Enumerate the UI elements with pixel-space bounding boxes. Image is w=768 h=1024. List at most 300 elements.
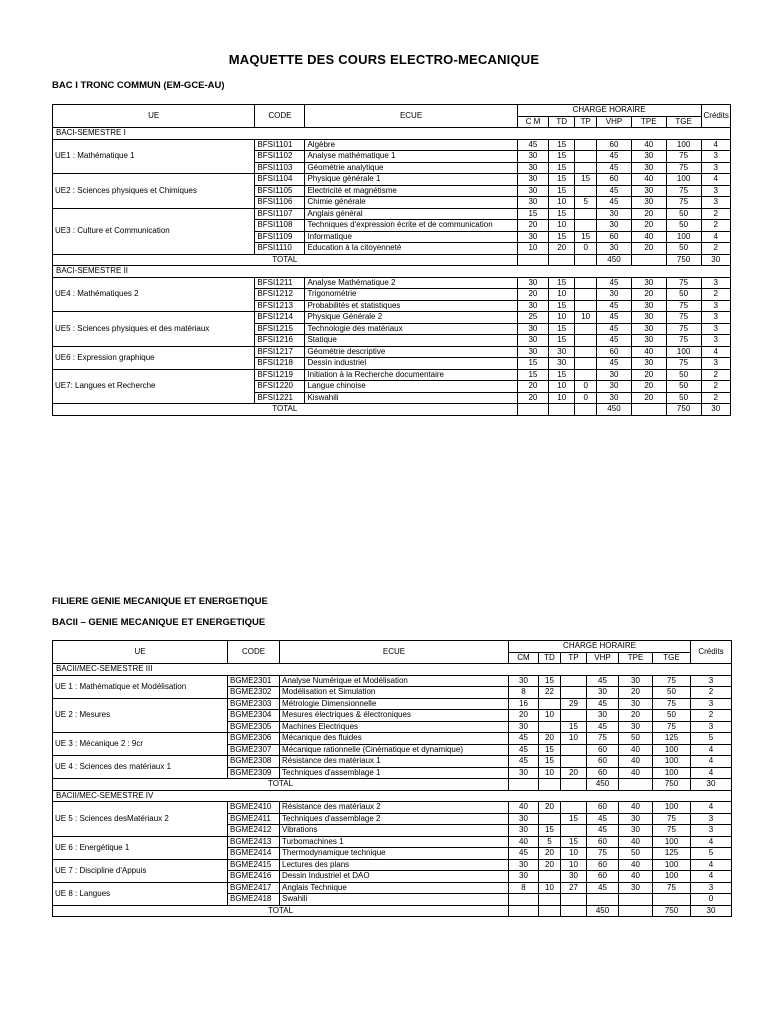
cell-cm: 30 — [509, 871, 539, 883]
cell-td: 10 — [549, 289, 575, 301]
cell-cm: 40 — [509, 802, 539, 814]
cell-tpe: 30 — [631, 185, 666, 197]
cell-cm: 15 — [517, 208, 549, 220]
cell-tp — [561, 710, 587, 722]
cell-cm: 20 — [509, 710, 539, 722]
cell-td: 5 — [539, 836, 561, 848]
ue-name: UE 7 : Discipline d'Appuis — [53, 859, 228, 882]
cell-tpe: 40 — [631, 139, 666, 151]
cell-cm: 16 — [509, 698, 539, 710]
cell-td: 15 — [549, 162, 575, 174]
cell-credits: 3 — [701, 323, 730, 335]
cell-credits: 4 — [691, 802, 732, 814]
header-vhp: VHP — [597, 116, 632, 128]
course-code: BGME2418 — [228, 894, 280, 906]
cell-cm: 30 — [509, 767, 539, 779]
cell-tge: 50 — [666, 289, 701, 301]
cell-credits: 3 — [701, 277, 730, 289]
cell-vhp: 45 — [597, 312, 632, 324]
cell-vhp: 30 — [597, 208, 632, 220]
cell-td — [539, 894, 561, 906]
cell-td — [539, 871, 561, 883]
course-code: BFSI1108 — [255, 220, 305, 232]
header-ecue: ECUE — [305, 105, 517, 128]
cell-vhp: 30 — [597, 220, 632, 232]
cell-vhp: 30 — [597, 381, 632, 393]
filiere-title: FILIERE GENIE MECANIQUE ET ENERGETIQUE — [52, 596, 268, 607]
header-td: TD — [549, 116, 575, 128]
cell-cm: 30 — [509, 813, 539, 825]
cell-td: 22 — [539, 687, 561, 699]
cell-cm: 20 — [517, 381, 549, 393]
ue-name: UE 6 : Energétique 1 — [53, 836, 228, 859]
total-row — [53, 905, 732, 917]
cell-vhp: 45 — [597, 151, 632, 163]
table-row — [53, 882, 732, 894]
cell-td — [539, 905, 561, 917]
cell-tge: 75 — [666, 312, 701, 324]
cell-td: 15 — [549, 231, 575, 243]
cell-tpe: 30 — [619, 813, 653, 825]
cell-vhp: 60 — [587, 836, 619, 848]
cell-td: 10 — [549, 392, 575, 404]
cell-tp: 15 — [561, 813, 587, 825]
total-tge: 750 — [653, 779, 691, 791]
course-title: Swahili — [280, 894, 509, 906]
cell-tp: 10 — [561, 848, 587, 860]
ue-name: UE6 : Expression graphique — [53, 346, 255, 369]
cell-cm: 30 — [517, 300, 549, 312]
cell-vhp: 75 — [587, 848, 619, 860]
cell-tp — [575, 335, 597, 347]
course-table-bac1 — [52, 104, 731, 416]
cell-credits: 2 — [701, 369, 730, 381]
cell-tpe: 30 — [619, 675, 653, 687]
cell-tge: 75 — [666, 358, 701, 370]
cell-tge: 100 — [666, 174, 701, 186]
cell-vhp: 60 — [597, 174, 632, 186]
header-code: CODE — [228, 641, 280, 664]
cell-vhp: 60 — [597, 346, 632, 358]
cell-td: 15 — [549, 335, 575, 347]
cell-vhp: 45 — [597, 197, 632, 209]
course-title: Mécanique rationnelle (Cinématique et dynamique) — [280, 744, 509, 756]
cell-tpe: 40 — [631, 231, 666, 243]
header-credits: Crédits — [691, 641, 732, 664]
cell-td: 15 — [539, 825, 561, 837]
table-row — [53, 139, 731, 151]
cell-tp: 27 — [561, 882, 587, 894]
cell-credits: 3 — [701, 162, 730, 174]
cell-credits: 2 — [701, 243, 730, 255]
course-title: Analyse Numérique et Modélisation — [280, 675, 509, 687]
cell-tge: 100 — [653, 836, 691, 848]
cell-cm: 30 — [517, 323, 549, 335]
cell-tpe: 30 — [619, 825, 653, 837]
cell-tpe — [619, 779, 653, 791]
course-title: Modélisation et Simulation — [280, 687, 509, 699]
cell-vhp: 60 — [587, 767, 619, 779]
cell-tp — [575, 139, 597, 151]
header-tpe: TPE — [631, 116, 666, 128]
cell-cm: 20 — [517, 289, 549, 301]
cell-tpe: 50 — [619, 848, 653, 860]
cell-vhp: 45 — [597, 185, 632, 197]
course-code: BFSI1213 — [255, 300, 305, 312]
course-title: Physique générale 1 — [305, 174, 517, 186]
cell-vhp: 75 — [587, 733, 619, 745]
cell-credits: 3 — [691, 825, 732, 837]
course-code: BFSI1218 — [255, 358, 305, 370]
total-credits: 30 — [691, 905, 732, 917]
cell-tp: 20 — [561, 767, 587, 779]
course-title: Informatique — [305, 231, 517, 243]
cell-tpe: 30 — [631, 335, 666, 347]
ue-name: UE 5 : Sciences desMatériaux 2 — [53, 802, 228, 837]
cell-tpe — [631, 404, 666, 416]
header-tge: TGE — [653, 652, 691, 664]
cell-cm: 45 — [517, 139, 549, 151]
cell-tp — [575, 185, 597, 197]
cell-td: 20 — [539, 802, 561, 814]
course-code: BFSI1102 — [255, 151, 305, 163]
cell-tpe — [619, 905, 653, 917]
header-ue: UE — [53, 105, 255, 128]
cell-tpe: 20 — [631, 369, 666, 381]
total-vhp: 450 — [587, 905, 619, 917]
cell-cm: 30 — [517, 231, 549, 243]
cell-cm: 30 — [509, 825, 539, 837]
table-row — [53, 756, 732, 768]
section-subtitle-bac2: BACII – GENIE MECANIQUE ET ENERGETIQUE — [52, 617, 266, 628]
cell-tpe: 20 — [619, 687, 653, 699]
ue-name: UE 2 : Mesures — [53, 698, 228, 733]
cell-tpe: 30 — [631, 277, 666, 289]
header-vhp: VHP — [587, 652, 619, 664]
cell-tpe: 20 — [631, 381, 666, 393]
cell-td: 30 — [549, 346, 575, 358]
total-row — [53, 254, 731, 266]
cell-tge: 50 — [666, 369, 701, 381]
cell-credits: 2 — [701, 381, 730, 393]
cell-tge: 100 — [653, 756, 691, 768]
cell-cm: 30 — [517, 346, 549, 358]
cell-tge: 50 — [666, 381, 701, 393]
cell-credits: 3 — [701, 312, 730, 324]
cell-credits: 4 — [701, 346, 730, 358]
cell-tge: 75 — [653, 813, 691, 825]
section-subtitle-bac1: BAC I TRONC COMMUN (EM-GCE-AU) — [52, 80, 225, 91]
cell-cm: 30 — [509, 859, 539, 871]
cell-credits: 0 — [691, 894, 732, 906]
cell-td: 10 — [539, 882, 561, 894]
course-code: BFSI1214 — [255, 312, 305, 324]
cell-tge: 75 — [653, 698, 691, 710]
cell-tp — [561, 756, 587, 768]
course-title: Thermodynamique technique — [280, 848, 509, 860]
cell-td: 10 — [539, 767, 561, 779]
course-code: BGME2412 — [228, 825, 280, 837]
cell-td: 20 — [539, 733, 561, 745]
cell-tge: 50 — [653, 710, 691, 722]
cell-tp — [575, 289, 597, 301]
header-ecue: ECUE — [280, 641, 509, 664]
cell-vhp: 60 — [587, 744, 619, 756]
cell-vhp: 45 — [597, 277, 632, 289]
course-code: BGME2416 — [228, 871, 280, 883]
cell-vhp: 45 — [597, 358, 632, 370]
cell-tpe: 20 — [631, 243, 666, 255]
course-title: Résistance des matériaux 2 — [280, 802, 509, 814]
cell-vhp: 45 — [597, 323, 632, 335]
course-code: BGME2309 — [228, 767, 280, 779]
table-row — [53, 277, 731, 289]
total-label: TOTAL — [53, 779, 509, 791]
course-title: Métrologie Dimensionnelle — [280, 698, 509, 710]
total-vhp: 450 — [597, 404, 632, 416]
cell-td: 10 — [539, 710, 561, 722]
course-title: Dessin industriel — [305, 358, 517, 370]
course-title: Mesures électriques & électroniques — [280, 710, 509, 722]
course-title: Mécanique des fluides — [280, 733, 509, 745]
cell-credits: 3 — [701, 197, 730, 209]
course-title: Turbomachines 1 — [280, 836, 509, 848]
cell-tp: 15 — [575, 231, 597, 243]
header-cm: CM — [509, 652, 539, 664]
table-row — [53, 836, 732, 848]
cell-td — [539, 698, 561, 710]
cell-cm: 40 — [509, 836, 539, 848]
cell-vhp: 45 — [597, 300, 632, 312]
cell-credits: 2 — [701, 289, 730, 301]
cell-credits: 4 — [701, 231, 730, 243]
course-title: Kiswahili — [305, 392, 517, 404]
cell-tge: 100 — [666, 139, 701, 151]
cell-vhp: 45 — [587, 825, 619, 837]
total-vhp: 450 — [597, 254, 632, 266]
cell-vhp: 30 — [587, 687, 619, 699]
cell-tge: 75 — [666, 335, 701, 347]
table-row — [53, 369, 731, 381]
cell-cm: 10 — [517, 243, 549, 255]
table-row — [53, 802, 732, 814]
cell-tge: 100 — [653, 767, 691, 779]
cell-credits: 2 — [701, 208, 730, 220]
cell-credits: 3 — [691, 882, 732, 894]
cell-tp: 29 — [561, 698, 587, 710]
cell-tp: 0 — [575, 381, 597, 393]
course-title: Langue chinoise — [305, 381, 517, 393]
ue-name: UE 4 : Sciences des matériaux 1 — [53, 756, 228, 779]
cell-vhp: 60 — [597, 231, 632, 243]
cell-credits: 4 — [701, 174, 730, 186]
cell-tge: 75 — [653, 675, 691, 687]
cell-tpe: 40 — [619, 859, 653, 871]
cell-tge: 100 — [653, 744, 691, 756]
cell-tp — [575, 300, 597, 312]
course-title: Trigonométrie — [305, 289, 517, 301]
cell-td: 10 — [549, 381, 575, 393]
course-title: Education à la citoyenneté — [305, 243, 517, 255]
semester-label: BACII/MEC-SEMESTRE III — [53, 664, 732, 676]
cell-vhp: 30 — [597, 243, 632, 255]
cell-cm: 45 — [509, 733, 539, 745]
cell-tp: 30 — [561, 871, 587, 883]
cell-tp — [575, 208, 597, 220]
cell-tge: 75 — [666, 162, 701, 174]
cell-tge: 75 — [653, 882, 691, 894]
course-title: Analyse Mathématique 2 — [305, 277, 517, 289]
header-tpe: TPE — [619, 652, 653, 664]
course-code: BFSI1104 — [255, 174, 305, 186]
course-code: BFSI1105 — [255, 185, 305, 197]
cell-td: 20 — [549, 243, 575, 255]
cell-credits: 3 — [701, 185, 730, 197]
cell-tp — [561, 894, 587, 906]
cell-tge: 75 — [666, 300, 701, 312]
header-code: CODE — [255, 105, 305, 128]
course-code: BFSI1216 — [255, 335, 305, 347]
ue-name: UE5 : Sciences physiques et des matériaux — [53, 312, 255, 347]
cell-td: 10 — [549, 197, 575, 209]
ue-name: UE3 : Culture et Communication — [53, 208, 255, 254]
cell-td: 30 — [549, 358, 575, 370]
course-code: BFSI1220 — [255, 381, 305, 393]
course-code: BGME2413 — [228, 836, 280, 848]
cell-tp — [561, 905, 587, 917]
cell-credits: 4 — [691, 744, 732, 756]
cell-tpe: 30 — [631, 358, 666, 370]
cell-vhp: 30 — [597, 369, 632, 381]
semester-row — [53, 790, 732, 802]
cell-tpe: 40 — [619, 871, 653, 883]
course-code: BFSI1110 — [255, 243, 305, 255]
ue-name: UE 1 : Mathématique et Modélisation — [53, 675, 228, 698]
cell-cm: 25 — [517, 312, 549, 324]
cell-tp: 15 — [561, 721, 587, 733]
cell-tge: 75 — [666, 323, 701, 335]
cell-credits: 4 — [691, 767, 732, 779]
total-credits: 30 — [701, 254, 730, 266]
cell-td: 15 — [549, 185, 575, 197]
cell-credits: 3 — [691, 675, 732, 687]
total-label: TOTAL — [53, 254, 518, 266]
table-row — [53, 859, 732, 871]
cell-vhp: 60 — [587, 871, 619, 883]
cell-td: 15 — [549, 208, 575, 220]
cell-cm — [517, 254, 549, 266]
cell-tge: 75 — [653, 721, 691, 733]
cell-tpe: 30 — [619, 721, 653, 733]
cell-tpe: 30 — [631, 300, 666, 312]
table-row — [53, 675, 732, 687]
course-title: Dessin Industriel et DAO — [280, 871, 509, 883]
cell-td — [539, 813, 561, 825]
cell-vhp: 30 — [587, 710, 619, 722]
course-code: BGME2306 — [228, 733, 280, 745]
course-title: Physique Générale 2 — [305, 312, 517, 324]
cell-td: 15 — [549, 277, 575, 289]
cell-cm: 45 — [509, 756, 539, 768]
cell-cm: 30 — [509, 675, 539, 687]
cell-tpe — [631, 254, 666, 266]
cell-tpe: 30 — [619, 882, 653, 894]
cell-tge: 100 — [653, 802, 691, 814]
cell-td: 20 — [539, 848, 561, 860]
cell-tp: 5 — [575, 197, 597, 209]
total-vhp: 450 — [587, 779, 619, 791]
cell-tpe: 20 — [631, 208, 666, 220]
cell-tp: 10 — [561, 859, 587, 871]
cell-cm — [517, 404, 549, 416]
cell-td: 15 — [539, 675, 561, 687]
course-code: BFSI1212 — [255, 289, 305, 301]
semester-row — [53, 664, 732, 676]
cell-vhp — [587, 894, 619, 906]
course-title: Résistance des matériaux 1 — [280, 756, 509, 768]
cell-vhp: 30 — [597, 289, 632, 301]
cell-cm: 45 — [509, 848, 539, 860]
cell-credits: 5 — [691, 733, 732, 745]
cell-td: 10 — [549, 220, 575, 232]
cell-vhp: 30 — [597, 392, 632, 404]
cell-td: 15 — [549, 139, 575, 151]
table-row — [53, 733, 732, 745]
course-code: BGME2417 — [228, 882, 280, 894]
cell-vhp: 60 — [597, 139, 632, 151]
cell-tp — [561, 675, 587, 687]
header-row — [53, 641, 732, 653]
cell-cm: 20 — [517, 220, 549, 232]
page-title: MAQUETTE DES COURS ELECTRO-MECANIQUE — [228, 52, 540, 67]
cell-tge: 100 — [666, 231, 701, 243]
cell-td: 15 — [549, 174, 575, 186]
cell-tp — [575, 369, 597, 381]
course-code: BFSI1221 — [255, 392, 305, 404]
course-title: Chimie générale — [305, 197, 517, 209]
cell-vhp: 45 — [587, 813, 619, 825]
course-title: Technologie des matériaux — [305, 323, 517, 335]
cell-tp — [575, 162, 597, 174]
course-title: Géométrie analytique — [305, 162, 517, 174]
course-code: BFSI1219 — [255, 369, 305, 381]
cell-vhp: 60 — [587, 756, 619, 768]
cell-cm: 20 — [517, 392, 549, 404]
course-code: BFSI1101 — [255, 139, 305, 151]
course-title: Vibrations — [280, 825, 509, 837]
ue-name: UE1 : Mathématique 1 — [53, 139, 255, 174]
cell-tpe: 20 — [631, 392, 666, 404]
cell-cm: 8 — [509, 882, 539, 894]
cell-credits: 4 — [701, 139, 730, 151]
cell-vhp: 45 — [597, 335, 632, 347]
course-code: BGME2411 — [228, 813, 280, 825]
cell-tge: 100 — [666, 346, 701, 358]
cell-tp — [575, 220, 597, 232]
cell-credits: 2 — [691, 710, 732, 722]
cell-cm: 30 — [517, 185, 549, 197]
header-charge-horaire: CHARGE HORAIRE — [517, 105, 701, 117]
course-code: BGME2415 — [228, 859, 280, 871]
cell-tge: 75 — [666, 185, 701, 197]
cell-tge: 50 — [666, 392, 701, 404]
cell-cm: 15 — [517, 369, 549, 381]
cell-credits: 5 — [691, 848, 732, 860]
cell-credits: 4 — [691, 836, 732, 848]
cell-cm: 30 — [517, 197, 549, 209]
cell-td: 10 — [549, 312, 575, 324]
cell-tge: 50 — [666, 220, 701, 232]
